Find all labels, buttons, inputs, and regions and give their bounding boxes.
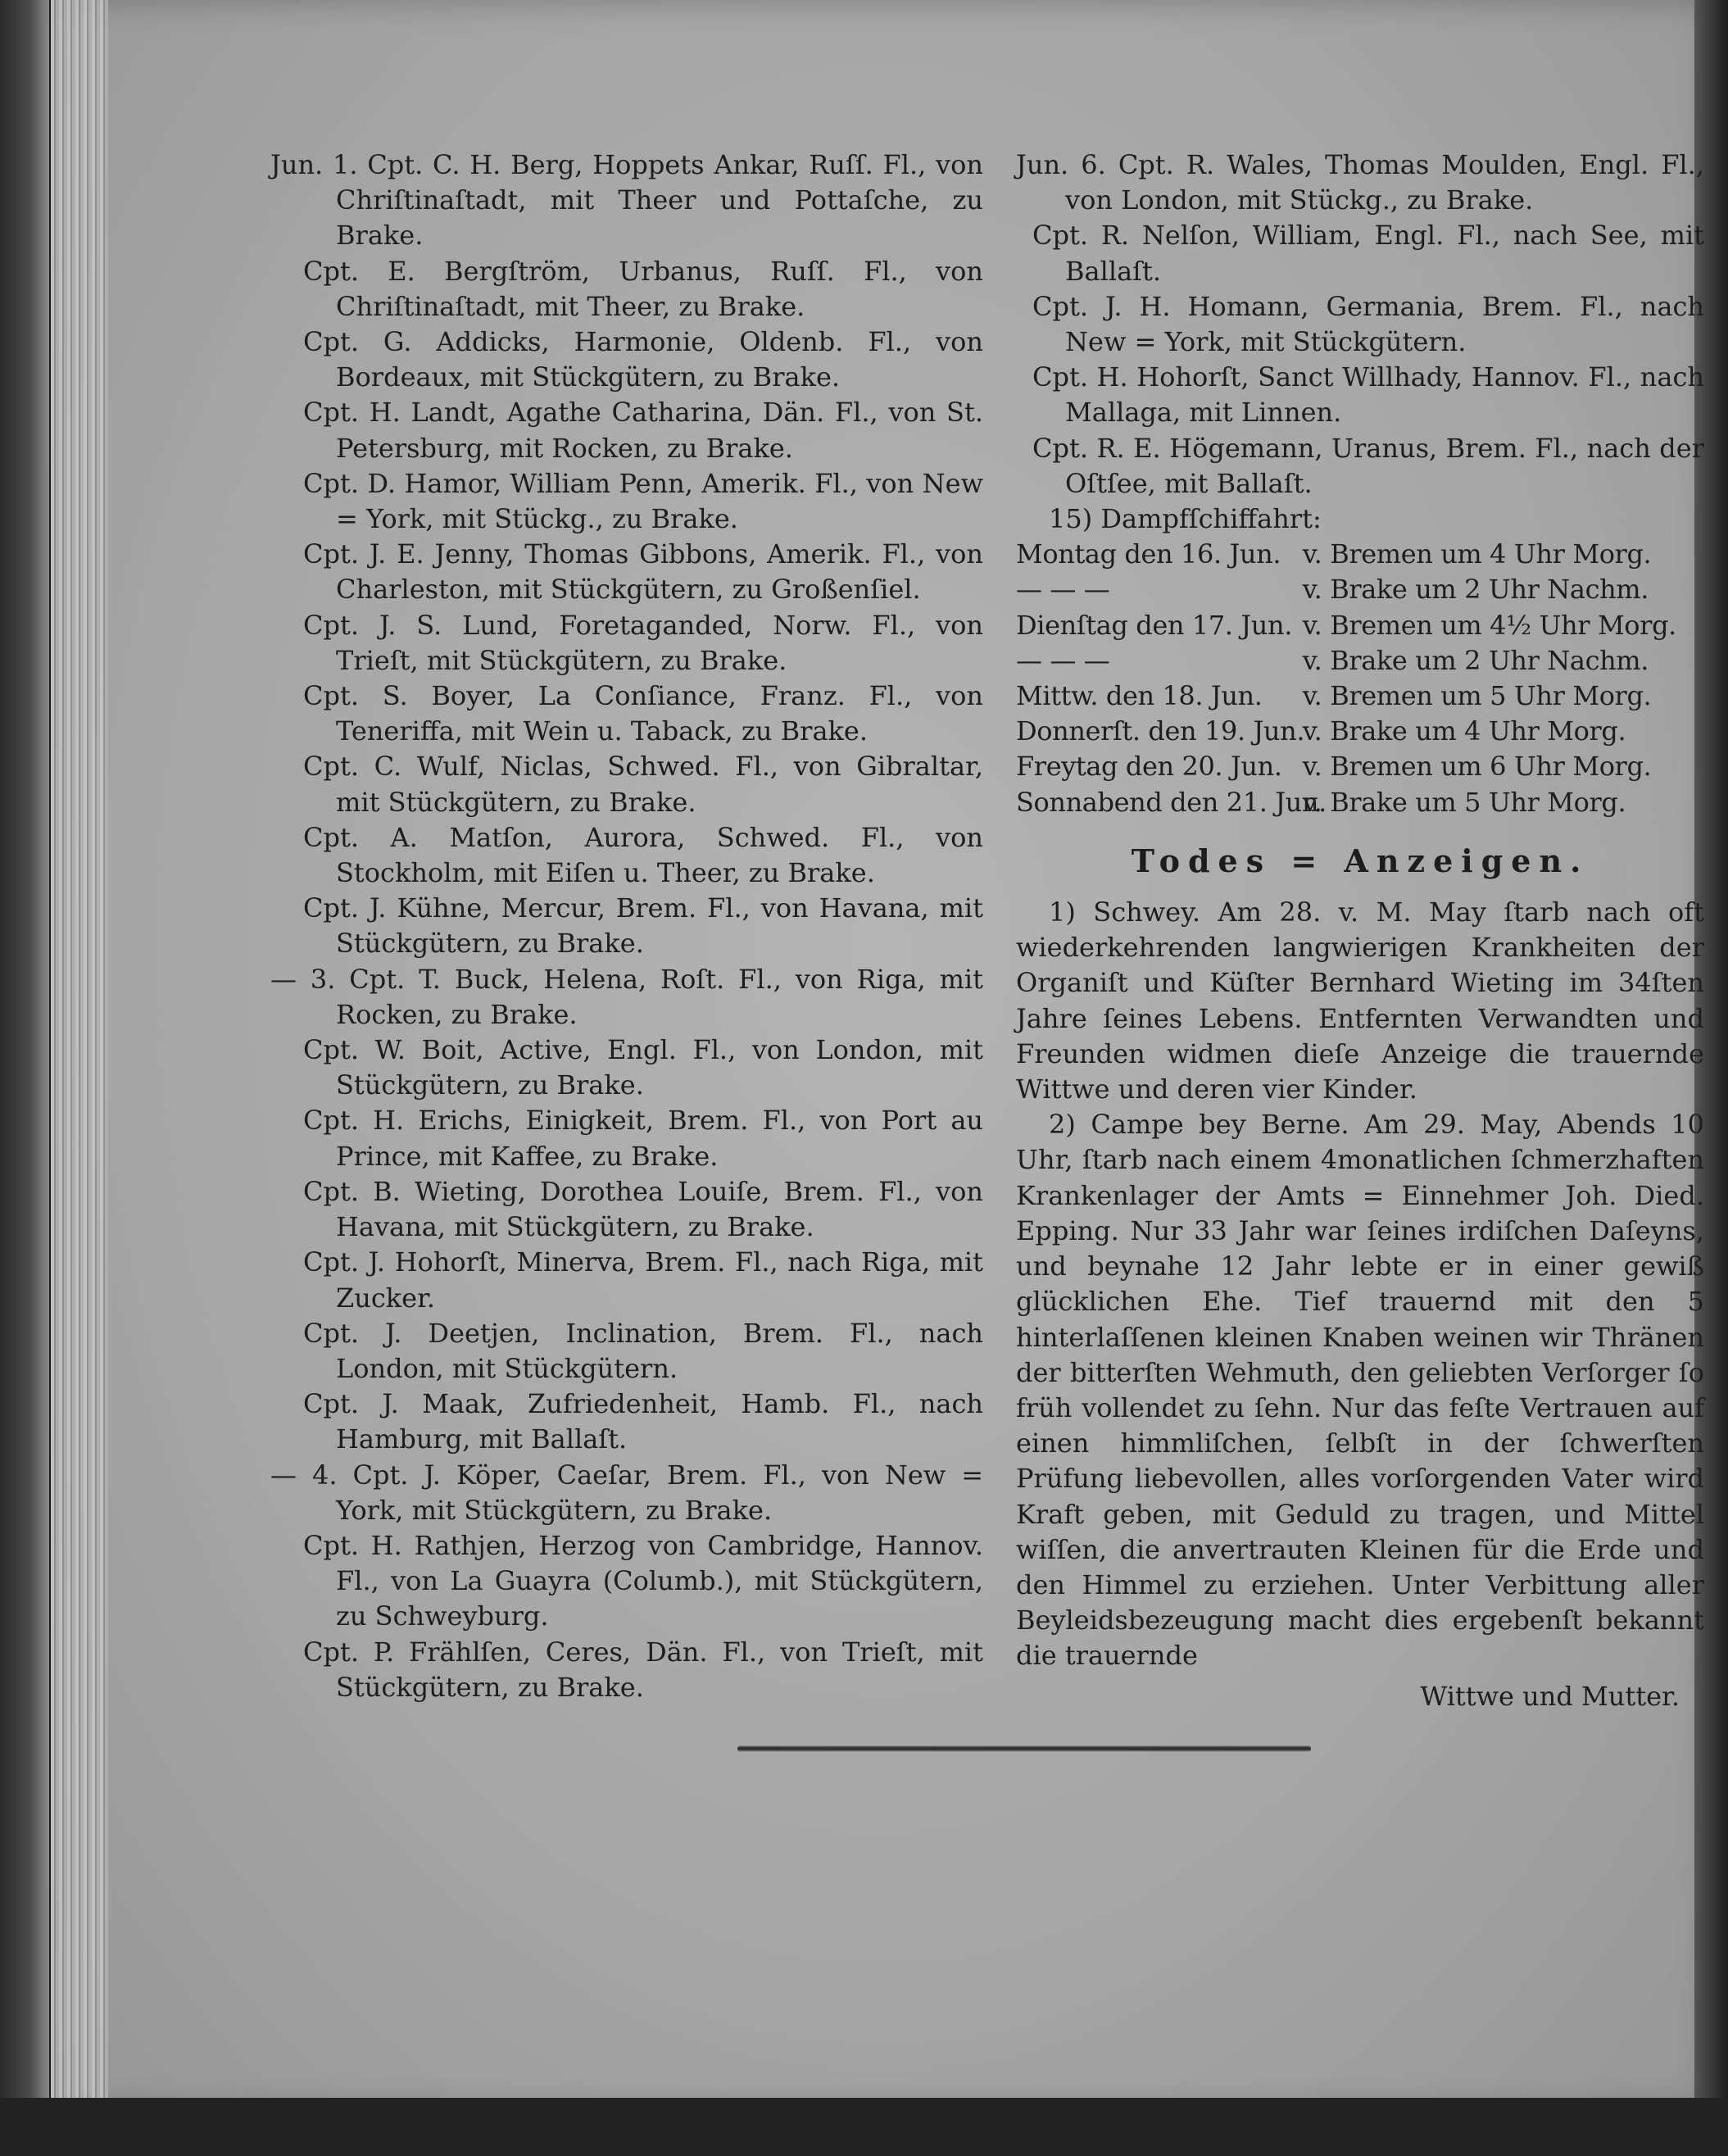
ship-entry: Cpt. H. Erichs, Einigkeit, Brem. Fl., von Port au Prince, mit Kaffee, zu Brake. (303, 1105, 983, 1172)
steamship-route: v. Brake um 5 Uhr Morg. (1302, 786, 1626, 818)
ship-entry: — 3. Cpt. T. Buck, Helena, Roſt. Fl., von Riga, mit Rocken, zu Brake. (270, 963, 983, 1030)
steamship-route: v. Brake um 2 Uhr Nachm. (1302, 574, 1649, 606)
steamship-row (1016, 608, 1704, 643)
ship-entry: Cpt. A. Matſon, Aurora, Schwed. Fl., von Stockholm, mit Eiſen u. Theer, zu Brake. (303, 821, 983, 889)
scanner-background-bottom (0, 2098, 1728, 2156)
death-notice: 2) Campe bey Berne. Am 29. May, Abends 10 Uhr, ſtarb nach einem 4monatlichen ſchmerzhaften Krankenlager der Amts = Einnehmer Joh. Died. Epping. Nur 33 Jahr war ſeines irdiſchen Daſeyns, und beynahe 12 Jahr lebte er in einer gewiß glücklichen Ehe. Tief trauernd mit den 5 hinterlaſſenen kleinen Knaben weinen wir Thränen der bitterſten Wehmuth, den geliebten Verſorger ſo früh vollendet zu ſehn. Nur das feſte Vertrauen auf einen himmliſchen, ſelbſt in der ſchwerſten Prüfung liebevollen, alles vorſorgenden Vater wird Kraft geben, mit Geduld zu tragen, und Mittel wiſſen, die anvertrauten Kleinen für die Erde und den Himmel zu erziehen. Unter Verbittung aller Beyleidsbezeugung macht dies ergebenſt bekannt die trauernde (1016, 1109, 1704, 1672)
ship-entry: Cpt. G. Addicks, Harmonie, Oldenb. Fl., von Bordeaux, mit Stückgütern, zu Brake. (303, 326, 983, 393)
steamship-row (1016, 749, 1704, 784)
ship-entry: Cpt. R. Nelſon, William, Engl. Fl., nach See, mit Ballaſt. (1032, 220, 1704, 287)
ship-entry: Cpt. P. Frählſen, Ceres, Dän. Fl., von Trieſt, mit Stückgütern, zu Brake. (303, 1636, 983, 1703)
ship-entry: Cpt. J. Hohorſt, Minerva, Brem. Fl., nach Riga, mit Zucker. (303, 1246, 983, 1314)
ship-entry: Cpt. B. Wieting, Dorothea Louiſe, Brem. Fl., von Havana, mit Stückgütern, zu Brake. (303, 1175, 983, 1243)
steamship-day: Dienſtag den 17. Jun. (1016, 609, 1292, 641)
steamship-route: v. Bremen um 6 Uhr Morg. (1302, 751, 1652, 783)
ship-entry: Cpt. J. E. Jenny, Thomas Gibbons, Amerik. Fl., von Charleston, mit Stückgütern, zu Großenſiel. (303, 538, 983, 606)
steamship-route: v. Bremen um 4 Uhr Morg. (1302, 538, 1652, 570)
steamship-row (1016, 572, 1704, 607)
ship-entry: Cpt. H. Rathjen, Herzog von Cambridge, Hannov. Fl., von La Guayra (Columb.), mit Stückgütern, zu Schweyburg. (303, 1529, 983, 1632)
steamship-route: v. Brake um 2 Uhr Nachm. (1302, 644, 1649, 676)
steamship-route: v. Bremen um 5 Uhr Morg. (1302, 680, 1652, 712)
steamship-day: Donnerſt. den 19. Jun. (1016, 715, 1305, 747)
left-column (270, 148, 983, 1705)
steamship-row (1016, 714, 1704, 749)
steamship-day: — — — (1016, 644, 1110, 676)
ship-entry: Cpt. D. Hamor, William Penn, Amerik. Fl., von New = York, mit Stückg., zu Brake. (303, 467, 983, 535)
ship-entry: Cpt. H. Hohorſt, Sanct Willhady, Hannov. Fl., nach Mallaga, mit Linnen. (1032, 361, 1704, 429)
steamship-day: Mittw. den 18. Jun. (1016, 680, 1263, 712)
page-stack-edges (51, 0, 108, 2110)
steamship-day: Montag den 16. Jun. (1016, 538, 1281, 570)
steamship-day: Sonnabend den 21. Jun. (1016, 786, 1327, 818)
ship-entry: Cpt. C. Wulf, Niclas, Schwed. Fl., von Gibraltar, mit Stückgütern, zu Brake. (303, 751, 983, 818)
steamship-day: — — — (1016, 574, 1110, 606)
ship-entry: Cpt. R. E. Högemann, Uranus, Brem. Fl., nach der Oſtſee, mit Ballaſt. (1032, 432, 1704, 499)
steamship-row (1016, 643, 1704, 679)
notice-signature: Wittwe und Mutter. (1420, 1680, 1680, 1712)
steamship-route: v. Bremen um 4½ Uhr Morg. (1302, 609, 1676, 641)
steamship-row (1016, 537, 1704, 572)
scanner-background (0, 0, 49, 2156)
ship-entry: Jun. 6. Cpt. R. Wales, Thomas Moulden, Engl. Fl., von London, mit Stückg., zu Brake. (1016, 149, 1704, 216)
ship-entry: Cpt. W. Boit, Active, Engl. Fl., von London, mit Stückgütern, zu Brake. (303, 1034, 983, 1101)
ship-entry: Cpt. J. Maak, Zufriedenheit, Hamb. Fl., nach Hamburg, mit Ballaſt. (303, 1388, 983, 1455)
ship-entry: — 4. Cpt. J. Köper, Caeſar, Brem. Fl., von New = York, mit Stückgütern, zu Brake. (270, 1459, 983, 1526)
ship-entry: Cpt. H. Landt, Agathe Catharina, Dän. Fl., von St. Petersburg, mit Rocken, zu Brake. (303, 397, 983, 464)
steamship-heading: 15) Dampfſchiffahrt: (1049, 503, 1322, 535)
death-notices-title: Todes = Anzeigen. (1131, 842, 1590, 879)
steamship-day: Freytag den 20. Jun. (1016, 751, 1282, 783)
ship-entry: Cpt. J. Kühne, Mercur, Brem. Fl., von Havana, mit Stückgütern, zu Brake. (303, 892, 983, 960)
closing-rule (737, 1745, 1311, 1752)
steamship-row (1016, 679, 1704, 714)
ship-entry: Jun. 1. Cpt. C. H. Berg, Hoppets Ankar, Ruſſ. Fl., von Chriſtinaſtadt, mit Theer und Pottaſche, zu Brake. (270, 149, 983, 252)
ship-entry: Cpt. J. H. Homann, Germania, Brem. Fl., nach New = York, mit Stückgütern. (1032, 290, 1704, 358)
steamship-row (1016, 785, 1704, 820)
ship-entry: Cpt. E. Bergſtröm, Urbanus, Ruſſ. Fl., von Chriſtinaſtadt, mit Theer, zu Brake. (303, 255, 983, 322)
right-column (1016, 148, 1704, 1714)
ship-entry: Cpt. S. Boyer, La Conſiance, Franz. Fl., von Teneriffa, mit Wein u. Taback, zu Brake. (303, 680, 983, 747)
ship-entry: Cpt. J. S. Lund, Foretaganded, Norw. Fl., von Trieſt, mit Stückgütern, zu Brake. (303, 609, 983, 676)
steamship-route: v. Brake um 4 Uhr Morg. (1302, 715, 1626, 747)
death-notice: 1) Schwey. Am 28. v. M. May ſtarb nach oft wiederkehrenden langwierigen Krankheiten der Organiſt und Küſter Bernhard Wieting im 34ſten Jahre ſeines Lebens. Entfernten Verwandten und Freunden widmen dieſe Anzeige die trauernde Wittwe und deren vier Kinder. (1016, 896, 1704, 1105)
ship-entry: Cpt. J. Deetjen, Inclination, Brem. Fl., nach London, mit Stückgütern. (303, 1317, 983, 1384)
